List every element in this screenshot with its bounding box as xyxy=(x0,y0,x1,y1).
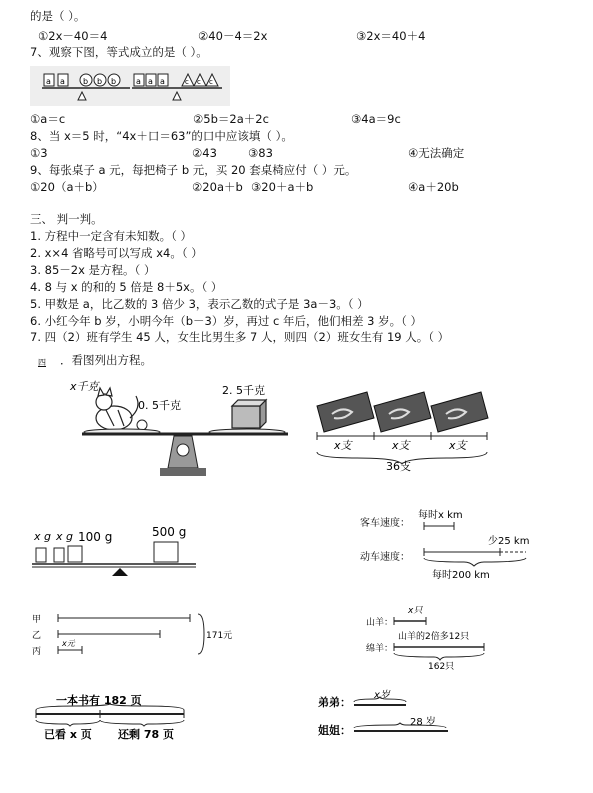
label-yi: 乙 xyxy=(32,631,42,641)
judge-item-4: 4. 8 与 x 的和的 5 倍是 8＋5x。（ ） xyxy=(30,280,223,294)
money-total: 171元 xyxy=(206,631,233,641)
box-weight: 2. 5千克 xyxy=(222,384,265,397)
judge-item-1: 1. 方程中一定含有未知数。（ ） xyxy=(30,229,193,243)
book-label-2: x支 xyxy=(392,439,410,452)
ball-icon xyxy=(137,420,147,430)
slow-train-speed: 每时x km xyxy=(418,510,463,521)
q6-option-3: ③2x＝40＋4 xyxy=(356,29,426,43)
q9-option-1: ①20（a＋b） xyxy=(30,180,104,194)
pages-left: 还剩 78 页 xyxy=(118,728,174,741)
sister-age: 28 岁 xyxy=(410,717,436,728)
books-total: 36支 xyxy=(386,460,411,473)
svg-text:a: a xyxy=(148,77,153,86)
svg-text:c: c xyxy=(197,78,201,86)
fast-train-speed: 每时200 km xyxy=(432,570,490,581)
ball-weight: 0. 5千克 xyxy=(138,399,181,412)
judge-item-2: 2. x×4 省略号可以写成 x4。（ ） xyxy=(30,246,203,260)
sheep-total: 162只 xyxy=(428,662,455,672)
sheep-relation: 山羊的2倍多12只 xyxy=(398,632,470,642)
part4-number: 四 xyxy=(38,358,46,367)
q6-stem-continuation: 的是（ ）。 xyxy=(30,9,86,23)
q8-option-4: ④无法确定 xyxy=(408,146,465,160)
judge-item-3: 3. 85－2x 是方程。（ ） xyxy=(30,263,156,277)
svg-text:b: b xyxy=(97,77,103,86)
sister-label: 姐姐： xyxy=(318,724,351,737)
slow-train-label: 客车速度： xyxy=(360,518,410,529)
svg-text:c: c xyxy=(185,78,189,86)
svg-text:a: a xyxy=(46,77,51,86)
part4-heading: ．看图列出方程。 xyxy=(60,353,152,367)
judge-item-6: 6. 小红今年 b 岁，小明今年（b－3）岁，再过 c 年后，他们相差 3 岁。（ ） xyxy=(30,314,423,328)
svg-text:b: b xyxy=(111,77,117,86)
q7-stem: 7、观察下图，等式成立的是（ ）。 xyxy=(30,45,208,59)
part3-heading: 三、 判一判。 xyxy=(30,212,103,226)
brother-label: 弟弟： xyxy=(318,696,351,709)
book-icon-2 xyxy=(374,392,431,432)
right-weight: 500 g xyxy=(152,525,187,539)
box-icon xyxy=(232,400,266,428)
fast-train-label: 动车速度： xyxy=(360,552,410,563)
q8-option-1: ①3 xyxy=(30,146,48,160)
q9-option-2: ②20a＋b xyxy=(192,180,243,194)
q9-stem: 9、每张桌子 a 元，每把椅子 b 元，买 20 套桌椅应付（ ）元。 xyxy=(30,163,357,177)
label-jia: 甲 xyxy=(32,615,42,625)
label-bing: 丙 xyxy=(32,647,42,657)
q7-option-3: ③4a＝9c xyxy=(351,112,401,126)
small-weight-1: x g xyxy=(34,530,51,543)
q7-option-2: ②5b＝2a＋2c xyxy=(193,112,269,126)
svg-text:b: b xyxy=(83,77,89,86)
bing-amount: x元 xyxy=(62,639,75,648)
book-pages-figure xyxy=(30,692,200,742)
money-segments-figure xyxy=(30,608,233,660)
pages-read: 已看 x 页 xyxy=(44,728,92,741)
book-label-1: x支 xyxy=(334,439,352,452)
q9-option-4: ④a＋20b xyxy=(408,180,459,194)
q6-option-2: ②40－4＝2x xyxy=(198,29,268,43)
goat-count: x只 xyxy=(408,606,423,616)
sheep-segments-figure xyxy=(364,603,504,673)
cat-balance-figure xyxy=(62,378,292,483)
book-label-3: x支 xyxy=(449,439,467,452)
small-weight-2: x g xyxy=(56,530,73,543)
svg-text:a: a xyxy=(60,77,65,86)
judge-item-7: 7. 四（2）班有学生 45 人，女生比男生多 7 人，则四（2）班女生有 19 人。（ ） xyxy=(30,330,450,344)
q9-option-3: ③20＋a＋b xyxy=(251,180,314,194)
mid-weight: 100 g xyxy=(78,530,113,544)
cat-weight-x: x千克 xyxy=(70,380,99,393)
q8-option-2: ②43 xyxy=(192,146,217,160)
speed-difference: 少25 km xyxy=(488,536,530,547)
book-icon-1 xyxy=(317,392,374,432)
judge-item-5: 5. 甲数是 a，比乙数的 3 倍少 3，表示乙数的式子是 3a－3。（ ） xyxy=(30,297,369,311)
weights-balance-figure xyxy=(30,525,200,584)
brother-age: x岁 xyxy=(374,690,390,701)
goat-label: 山羊： xyxy=(366,618,394,628)
svg-text:a: a xyxy=(160,77,165,86)
svg-text:c: c xyxy=(209,78,213,86)
q7-balance-figure xyxy=(30,66,230,106)
pages-total: 一本书有 182 页 xyxy=(56,694,142,707)
sheep-label: 绵羊： xyxy=(366,644,394,654)
q8-option-3: ③83 xyxy=(248,146,273,160)
q8-stem: 8、当 x＝5 时，“4x＋口＝63”的口中应该填（ ）。 xyxy=(30,129,293,143)
train-speed-figure xyxy=(360,506,535,584)
book-icon-3 xyxy=(431,392,488,432)
cat-icon xyxy=(96,388,138,430)
q7-option-1: ①a＝c xyxy=(30,112,66,126)
age-segments-figure xyxy=(318,688,478,738)
books-figure xyxy=(312,390,492,472)
svg-text:a: a xyxy=(136,77,141,86)
q6-option-1: ①2x－40＝4 xyxy=(38,29,108,43)
